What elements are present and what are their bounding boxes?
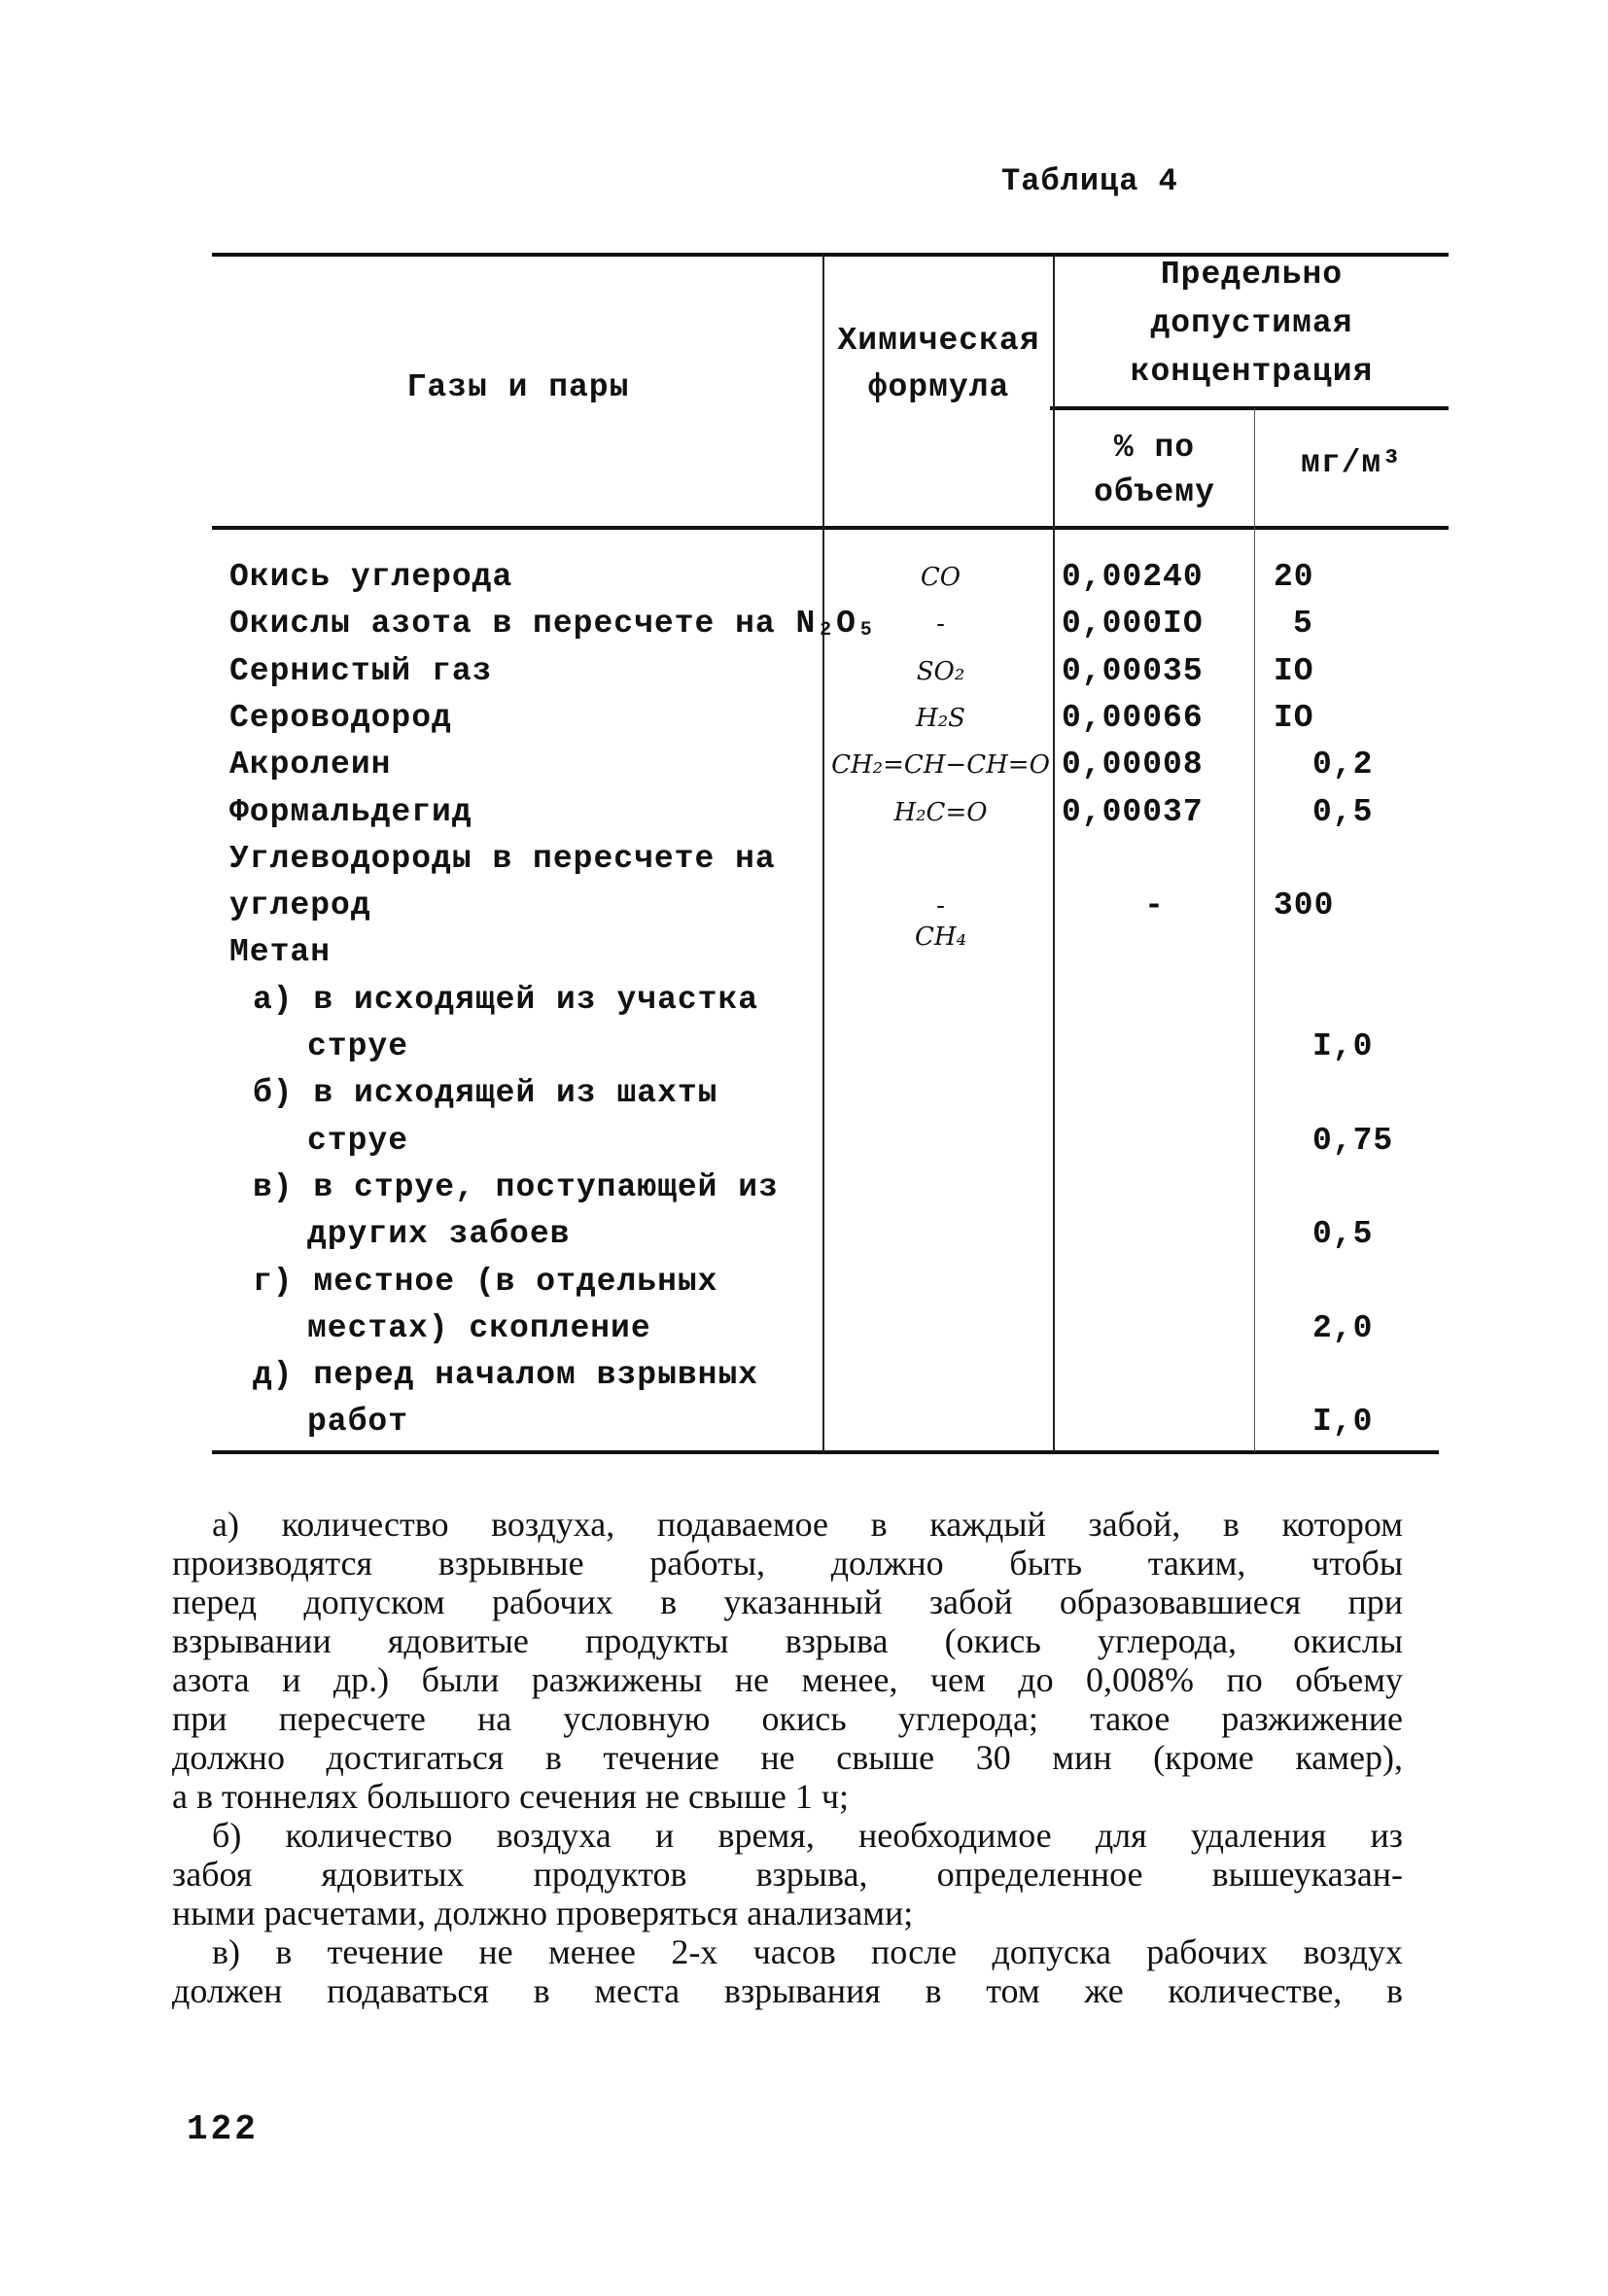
percent-by-volume: 0,00037 (1062, 793, 1204, 830)
chemical-formula: CH₂=CH−CH=O (831, 750, 1050, 781)
table-row (0, 742, 1608, 788)
table-row (0, 1305, 1608, 1352)
gas-name: а) в исходящей из участка (253, 981, 759, 1018)
page-number: 122 (187, 2109, 259, 2149)
header-percent-2: объему (1094, 474, 1215, 510)
text-line: ными расчетами, должно проверяться анализами; (172, 1894, 914, 1932)
text-line: перед допуском рабочих в указанный забой образовавшиеся при (172, 1583, 1403, 1621)
chemical-formula: CO (920, 563, 961, 592)
header-limit-3: концентрация (1130, 354, 1374, 390)
text-line: а в тоннелях большого сечения не свыше 1 ч; (172, 1777, 849, 1816)
percent-by-volume: 0,00066 (1062, 699, 1204, 736)
table-row (0, 1118, 1608, 1165)
gas-name: Окислы азота в пересчете на N₂O₅ (229, 606, 877, 643)
gas-name: Формальдегид (229, 793, 472, 830)
mg-per-m3: 20 (1274, 559, 1314, 595)
table-row (0, 1024, 1608, 1070)
mg-per-m3: 0,75 (1312, 1122, 1394, 1159)
mg-per-m3: IO (1274, 699, 1314, 736)
table-title: Таблица 4 (1001, 163, 1178, 199)
text-line: должен подаваться в места взрывания в том же количестве, в (172, 1971, 1403, 2010)
table-row (0, 601, 1608, 647)
mg-per-m3: IO (1274, 652, 1314, 689)
table-row (0, 1070, 1608, 1117)
gas-name: углерод (229, 887, 371, 924)
gas-name: д) перед началом взрывных (253, 1357, 759, 1394)
text-line: забоя ядовитых продуктов взрыва, определенное вышеуказан- (172, 1855, 1403, 1894)
percent-by-volume: 0,00035 (1062, 652, 1204, 689)
chemical-formula: H₂S (916, 703, 965, 733)
header-bottom-rule (212, 526, 1449, 530)
header-formula-2: формула (867, 369, 1010, 405)
gas-name: Сероводород (229, 699, 452, 736)
header-sub-rule (1050, 406, 1449, 410)
gas-name: струе (307, 1122, 409, 1159)
mg-per-m3: 300 (1274, 887, 1335, 924)
header-gases: Газы и пары (406, 369, 630, 405)
percent-by-volume: 0,000IO (1062, 606, 1204, 643)
gas-name: Сернистый газ (229, 652, 493, 689)
table-row (0, 789, 1608, 836)
gas-name: других забоев (307, 1216, 571, 1253)
gas-name: струе (307, 1028, 409, 1064)
table-row (0, 1259, 1608, 1305)
text-line: при пересчете на условную окись углерода; такое разжижение (172, 1699, 1403, 1738)
text-line: должно достигаться в течение не свыше 30 мин (кроме камер), (172, 1738, 1403, 1777)
mg-per-m3: 5 (1293, 606, 1313, 643)
table-row (0, 648, 1608, 695)
gas-name: работ (307, 1404, 409, 1441)
table-row (0, 922, 1608, 976)
header-mg: мг/м³ (1300, 445, 1403, 481)
gas-name: Углеводороды в пересчете на (229, 840, 776, 877)
table-row (0, 883, 1608, 929)
gas-name: б) в исходящей из шахты (253, 1075, 718, 1112)
chemical-formula: H₂C=O (893, 797, 988, 827)
chemical-formula: - (936, 609, 945, 640)
table-row (0, 1165, 1608, 1211)
table-row (0, 836, 1608, 883)
header-percent-1: % по (1113, 430, 1196, 466)
table-row (0, 1399, 1608, 1445)
gas-name: местах) скопление (307, 1309, 651, 1346)
text-line: производятся взрывные работы, должно быть таким, чтобы (172, 1544, 1403, 1583)
chemical-formula: SO₂ (916, 656, 965, 686)
table-row (0, 977, 1608, 1024)
table-row (0, 554, 1608, 601)
gas-name: г) местное (в отдельных (253, 1263, 718, 1300)
table-row (0, 1211, 1608, 1258)
percent-by-volume: 0,00008 (1062, 747, 1204, 783)
gas-name: Акролеин (229, 747, 392, 783)
text-line: в) в течение не менее 2-х часов после допуска рабочих воздух (212, 1932, 1403, 1971)
percent-by-volume: - (1144, 887, 1165, 924)
text-line: взрывании ядовитые продукты взрыва (окись углерода, окислы (172, 1621, 1403, 1660)
mg-per-m3: 0,5 (1312, 793, 1374, 830)
chemical-formula: CH₄ (915, 922, 966, 953)
table-row (0, 1352, 1608, 1399)
table-row (0, 695, 1608, 742)
text-line: б) количество воздуха и время, необходимое для удаления из (212, 1816, 1403, 1855)
mg-per-m3: 0,5 (1312, 1216, 1374, 1253)
mg-per-m3: I,0 (1312, 1028, 1374, 1064)
mg-per-m3: 2,0 (1312, 1309, 1374, 1346)
chemical-formula: - (936, 891, 945, 922)
mg-per-m3: I,0 (1312, 1404, 1374, 1441)
header-formula-1: Химическая (837, 323, 1040, 359)
header-limit-2: допустимая (1150, 305, 1353, 341)
gas-name: в) в струе, поступающей из (253, 1168, 779, 1205)
gas-name: Метан (229, 934, 332, 971)
body-text (172, 1505, 1403, 2010)
text-line: азота и др.) были разжижены не менее, чем до 0,008% по объему (172, 1660, 1403, 1699)
header-limit-1: Предельно (1160, 257, 1344, 293)
gas-name: Окись углерода (229, 559, 513, 595)
percent-by-volume: 0,00240 (1062, 559, 1204, 595)
text-line: а) количество воздуха, подаваемое в каждый забой, в котором (212, 1505, 1403, 1544)
mg-per-m3: 0,2 (1312, 747, 1374, 783)
